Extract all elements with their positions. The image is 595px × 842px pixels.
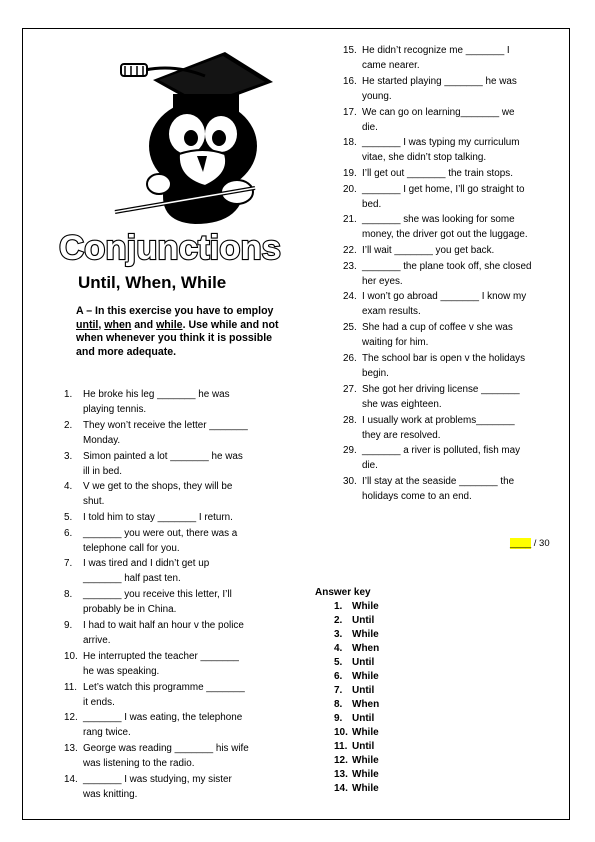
answer-key-item xyxy=(334,615,424,629)
answer-word: When xyxy=(352,643,380,654)
answer-number: 9. xyxy=(334,713,343,724)
question-text-line: was listening to the radio. xyxy=(83,758,195,770)
instructions xyxy=(76,305,291,359)
question-number: 26. xyxy=(343,353,357,364)
question-text-line: _______ a river is polluted, fish may xyxy=(362,445,521,457)
answer-number: 11. xyxy=(334,741,348,752)
answer-number: 13. xyxy=(334,769,348,780)
question-text-line: I’ll get out _______ the train stops. xyxy=(362,168,513,180)
question-text-line: came nearer. xyxy=(362,60,420,71)
question-number: 8. xyxy=(64,589,73,601)
answer-key-item xyxy=(334,657,424,671)
title-wordart xyxy=(56,224,284,268)
title-text: Conjunctions xyxy=(59,229,281,267)
question-text-line: playing tennis. xyxy=(83,404,147,415)
answer-key-item xyxy=(334,755,424,769)
answer-number: 2. xyxy=(334,615,343,626)
answer-key-item xyxy=(334,727,424,741)
question-number: 17. xyxy=(343,106,357,118)
question-text-line: _______ the plane took off, she closed xyxy=(362,260,532,272)
question-text-line: _______ I was studying, my sister xyxy=(83,774,232,785)
answer-number: 4. xyxy=(334,643,343,654)
keyword-when: when xyxy=(104,318,132,331)
question-number: 20. xyxy=(343,183,357,195)
question-text-line: holidays come to an end. xyxy=(362,491,472,503)
score-total: / 30 xyxy=(531,538,550,549)
question-text-line: George was reading _______ his wife xyxy=(83,743,249,755)
question-text-line: Monday. xyxy=(83,434,121,446)
question-text-line: waiting for him. xyxy=(362,337,429,349)
answer-key-item xyxy=(334,769,424,783)
answer-number: 5. xyxy=(334,657,343,668)
question-text-line: We can go on learning_______ we xyxy=(362,106,515,118)
question-text-line: He interrupted the teacher _______ xyxy=(83,650,239,662)
subtitle: Until, When, While xyxy=(78,273,227,292)
answer-word: When xyxy=(352,699,380,710)
score-blank[interactable]: ____ xyxy=(510,538,532,549)
question-text-line: I told him to stay _______ I return. xyxy=(83,512,233,524)
question-text-line: bed. xyxy=(362,198,382,210)
question-text-line: I had to wait half an hour v the police xyxy=(83,620,244,631)
question-text-line: die. xyxy=(362,460,378,472)
question-number: 24. xyxy=(343,291,357,303)
question-number: 27. xyxy=(343,383,357,395)
question-text-line: They won’t receive the letter _______ xyxy=(83,419,248,431)
question-number: 11. xyxy=(64,681,77,693)
answer-number: 3. xyxy=(334,629,343,640)
answer-word: Until xyxy=(352,615,375,626)
question-text-line: She got her driving license _______ xyxy=(362,383,520,395)
instructions-part-1: A – In this exercise you have to employ xyxy=(76,305,274,317)
question-text-line: _______ half past ten. xyxy=(83,573,181,585)
answer-word: Until xyxy=(352,713,375,724)
question-text-line: her eyes. xyxy=(362,275,403,287)
question-text-line: Let’s watch this programme _______ xyxy=(83,681,245,693)
question-text-line: they are resolved. xyxy=(362,429,441,441)
question-number: 1. xyxy=(64,389,73,400)
question-text-line: _______ you receive this letter, I’ll xyxy=(83,589,232,601)
question-number: 16. xyxy=(343,75,357,87)
keyword-while: while xyxy=(156,318,183,331)
question-text-line: begin. xyxy=(362,368,389,379)
question-text-line: Simon painted a lot _______ he was xyxy=(83,450,243,462)
question-text-line: was knitting. xyxy=(83,789,138,800)
question-text-line: ill in bed. xyxy=(83,465,122,477)
question-text-line: He didn’t recognize me _______ I xyxy=(362,45,510,56)
answer-word: Until xyxy=(352,685,375,696)
answer-number: 1. xyxy=(334,601,343,612)
question-number: 25. xyxy=(343,322,357,334)
question-text-line: He broke his leg _______ he was xyxy=(83,389,230,400)
question-text-line: _______ I was typing my curriculum xyxy=(362,137,520,149)
question-text-line: I was tired and I didn’t get up xyxy=(83,558,210,570)
question-text-line: telephone call for you. xyxy=(83,542,180,554)
question-text-line: it ends. xyxy=(83,696,115,708)
answer-key-item xyxy=(334,671,424,685)
answer-key-item xyxy=(334,741,424,755)
answer-number: 10. xyxy=(334,727,348,738)
answer-key-item xyxy=(334,685,424,699)
question-text-line: he was speaking. xyxy=(83,665,160,677)
question-text-line: I’ll wait _______ you get back. xyxy=(362,245,495,257)
question-text-line: She had a cup of coffee v she was xyxy=(362,322,513,334)
answer-word: While xyxy=(352,727,379,738)
question-text-line: arrive. xyxy=(83,635,111,646)
question-text-line: I’ll stay at the seaside _______ the xyxy=(362,476,515,488)
question-number: 28. xyxy=(343,414,357,426)
question-number: 21. xyxy=(343,214,357,226)
answer-word: While xyxy=(352,755,379,766)
question-text-line: die. xyxy=(362,121,378,133)
question-text-line: vitae, she didn’t stop talking. xyxy=(362,152,487,164)
answer-word: While xyxy=(352,783,379,794)
question-text-line: _______ I get home, I’ll go straight to xyxy=(362,183,525,195)
instructions-sep-1: , xyxy=(98,318,105,331)
answer-word: While xyxy=(352,629,379,640)
question-text-line: V we get to the shops, they will be xyxy=(83,481,233,493)
question-text-line: _______ you were out, there was a xyxy=(83,527,238,539)
answer-word: Until xyxy=(352,741,375,752)
instructions-sep-2: and xyxy=(131,318,157,331)
answer-number: 8. xyxy=(334,699,343,710)
question-text-line: _______ she was looking for some xyxy=(362,214,515,226)
question-number: 30. xyxy=(343,476,357,488)
answer-key-title: Answer key xyxy=(315,587,371,598)
question-number: 12. xyxy=(64,712,78,724)
question-text-line: exam results. xyxy=(362,306,421,318)
answer-word: While xyxy=(352,601,379,612)
answer-key-item xyxy=(334,601,424,615)
question-text-line: probably be in China. xyxy=(83,604,177,616)
question-text-line: I won’t go abroad _______ I know my xyxy=(362,291,527,303)
answer-word: Until xyxy=(352,657,375,668)
question-number: 6. xyxy=(64,527,73,539)
question-text-line: He started playing _______ he was xyxy=(362,75,517,87)
question-number: 3. xyxy=(64,450,73,462)
question-number: 22. xyxy=(343,245,357,257)
question-text-line: money, the driver got out the luggage. xyxy=(362,229,528,241)
question-text-line: she was eighteen. xyxy=(362,398,442,410)
answer-number: 7. xyxy=(334,685,343,696)
question-text-line: I usually work at problems_______ xyxy=(362,414,515,426)
answer-word: While xyxy=(352,769,379,780)
instructions-part-2: . Use while and not when whenever you think it is possible and more adequate. xyxy=(76,318,279,358)
score-box xyxy=(510,538,550,549)
question-number: 19. xyxy=(343,168,357,180)
answer-number: 6. xyxy=(334,671,343,682)
question-number: 10. xyxy=(64,650,78,662)
question-text-line: shut. xyxy=(83,496,105,508)
question-number: 9. xyxy=(64,620,73,631)
answer-key-item xyxy=(334,783,424,797)
question-number: 2. xyxy=(64,419,73,431)
answer-number: 14. xyxy=(334,783,348,794)
answer-word: While xyxy=(352,671,379,682)
question-number: 4. xyxy=(64,481,73,493)
question-number: 5. xyxy=(64,512,73,524)
question-text-line: _______ I was eating, the telephone xyxy=(83,712,243,724)
question-number: 7. xyxy=(64,558,73,570)
answer-key-item xyxy=(334,699,424,713)
question-number: 14. xyxy=(64,774,78,785)
question-number: 29. xyxy=(343,445,357,457)
question-text-line: The school bar is open v the holidays xyxy=(362,353,526,364)
question-number: 23. xyxy=(343,260,357,272)
answer-key-item xyxy=(334,713,424,727)
graduate-owl-clipart xyxy=(95,42,280,234)
answer-number: 12. xyxy=(334,755,348,766)
question-text-line: rang twice. xyxy=(83,727,131,739)
question-number: 18. xyxy=(343,137,357,149)
question-number: 13. xyxy=(64,743,78,755)
answer-key-item xyxy=(334,629,424,643)
answer-key-item xyxy=(334,643,424,657)
keyword-until: until xyxy=(76,318,99,331)
question-text-line: young. xyxy=(362,90,392,102)
question-number: 15. xyxy=(343,45,357,56)
